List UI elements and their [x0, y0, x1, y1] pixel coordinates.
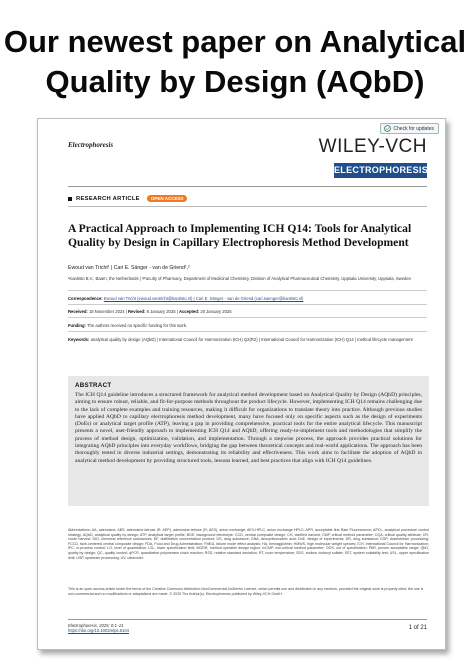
headline-line-2: Quality by Design (AQbD): [45, 64, 425, 99]
revised-date: 8 January 2025: [146, 309, 176, 314]
headline: [0, 22, 470, 102]
article-type-label: RESEARCH ARTICLE: [76, 195, 140, 202]
footer-doi-link[interactable]: https://doi.org/10.1002/elps.8104: [68, 628, 129, 634]
page-number: 1 of 21: [408, 625, 427, 631]
received-label: Received:: [68, 309, 88, 314]
correspondence-text[interactable]: Ewoud van Tricht (ewoud.vantricht@kantisto.nl) | Cari E. Sänger - van de Griend (cari.saenger@kantisto.nl): [103, 296, 304, 301]
article-type-rule: [68, 206, 427, 207]
funding-label: Funding:: [68, 323, 86, 328]
paper-authors: Ewoud van Tricht¹ | Cari E. Sänger - van de Griend¹,²: [68, 265, 190, 271]
funding-line: [68, 323, 428, 328]
correspondence-label: Correspondence:: [68, 296, 103, 301]
dates-line: Received: 18 November 2024 | Revised: 8 January 2025 | Accepted: 20 January 2025: [68, 309, 232, 314]
publisher-logo: WILEY-VCH: [318, 136, 427, 157]
accepted-date: 20 January 2025: [200, 309, 232, 314]
article-type-marker: [68, 197, 72, 201]
headline-line-1: Our newest paper on Analytical: [3, 24, 467, 59]
check-for-updates-badge[interactable]: [380, 123, 439, 134]
affiliations: ¹Kantisto B.V., Baarn, the Netherlands | ²Faculty of Pharmacy, Department of Medicinal Chemistry, Division of Analytical Pharmaceutical Chemistry, Uppsala University, Uppsala, Sweden: [68, 276, 411, 281]
check-updates-label: Check for updates: [393, 125, 434, 132]
header-rule: [68, 186, 427, 187]
received-date: 18 November 2024: [88, 309, 125, 314]
journal-name: Electrophoresis: [68, 141, 114, 149]
abstract-heading: ABSTRACT: [75, 382, 112, 389]
footer-citation-block: [68, 623, 129, 633]
keywords-line: [68, 337, 428, 342]
paper-first-page: [37, 118, 446, 650]
abstract-text: The ICH Q14 guideline introduces a structured framework for analytical method development based on Analytical Quality by Design (AQbD) principles, aiming to ensure robust, reliable, and fit-for-purpose methods throughout the product lifecycle. However, implementing ICH Q14 remains challenging due to the lack of complete examples and training resources, making it difficult for organizations to translate theory into practice. Although previous studies have applied AQbD to capillary electrophoresis method development, many have focused only on specific aspects such as the design of experiments (DoEs) or analytical target profile (ATP), leaving a gap in providing comprehensive, practical tools for the entire analytical lifecycle. This manuscript presents a novel, user-friendly approach to implementing ICH Q14 and AQbD, offering ready-to-implement tools and methodologies that simplify the process of method design, optimization, validation, and implementation. Through a stepwise process, the approach provides practical solutions for integrating AQbD principles into everyday workflows, bridging the gap between theoretical concepts and real-world applications. The approach has been thoroughly tested in diverse industrial settings, demonstrating its reliability and effectiveness. This work aims to facilitate the adoption of AQbD in analytical method development by providing structured tools, lessons learned, and best practices that align with ICH Q14 guidelines.: [75, 392, 422, 464]
keywords-text: analytical quality by design (AQbD) | International Council for Harmonization (ICH) Q2(R2) | International Council for Harmonization (ICH) Q14 | method lifecycle management: [90, 337, 413, 342]
license-notice: This is an open access article under the terms of the Creative Commons Attribution-NonCommercial-NoDerivs License, which permits use and distribution in any medium, provided the original work is properly cited, the use is non-commercial and no modifications or adaptations are made. © 2025 The Author(s). Electrophoresis published by Wiley-VCH GmbH.: [68, 587, 424, 596]
correspondence-rule: [68, 304, 427, 305]
check-updates-icon: [384, 125, 391, 132]
correspondence-line: [68, 296, 428, 301]
revised-label: Revised:: [128, 309, 146, 314]
open-access-badge: OPEN ACCESS: [147, 195, 188, 202]
footer-rule: [68, 619, 427, 620]
funding-text: The authors received no specific funding for this work.: [87, 323, 188, 328]
keywords-label: Keywords:: [68, 337, 90, 342]
funding-rule: [68, 331, 427, 332]
abstract-box: [68, 376, 429, 506]
abbreviations: Abbreviations: AA, adenosine; ABS, adenosine-tetrose (R; AEP), adenosine-tetrose (R; AES), anion exchange; AEX-HPLC, anion exchange HPLC; APR, acceptable first Rate Fluorescence; APCL, analytical procedure control strategy; AQbD, analytical quality by design; ATP, analytical target profile; BGE, background electrolyte; CCD, central composite design; CH, clarified harvest; CMP, critical method parameter; CQA, critical quality attribute; CR, crude harvest; DIG, chemical reference substances; DF, diafiltration concentration product; DS, drug substance; DNA, deoxyribonucleic acid; DoE, design of experiments; DR, drug substance; DSP, downstream processing; FCCD, face-centered central composite design; FDA, Food and Drug Administration; FMEA, failure mode effect analysis; HA, hemagglutinin; HMWS, high molecular weight species; ICH, International Council for Harmonization; IPC, in-process control; LO, level of quantitation; LSL, lower specification limit; MODR, method operable design region; mCMP, non-critical method parameter; OOS, out of specification; PAR, proven acceptable range; QbD, quality by design; QC, quality control; qPCR, quantitative polymerase chain reaction; RSD, relative standard deviation; RT, room temperature; SDS, sodium dodecyl sulfate; SST, system suitability test; USL, upper specification limit; USP, upstream processing; UV, ultraviolet.: [68, 528, 429, 560]
journal-banner: ELECTROPHORESIS: [334, 163, 427, 178]
paper-title: A Practical Approach to Implementing ICH Q14: Tools for Analytical Quality by Design in Capillary Electrophoresis Method Development: [68, 222, 412, 249]
affiliation-rule: [68, 290, 427, 291]
footer-citation: Electrophoresis, 2025; 0:1–21: [68, 623, 124, 628]
accepted-label: Accepted:: [178, 309, 200, 314]
article-type-row: [68, 195, 187, 202]
dates-rule: [68, 317, 427, 318]
